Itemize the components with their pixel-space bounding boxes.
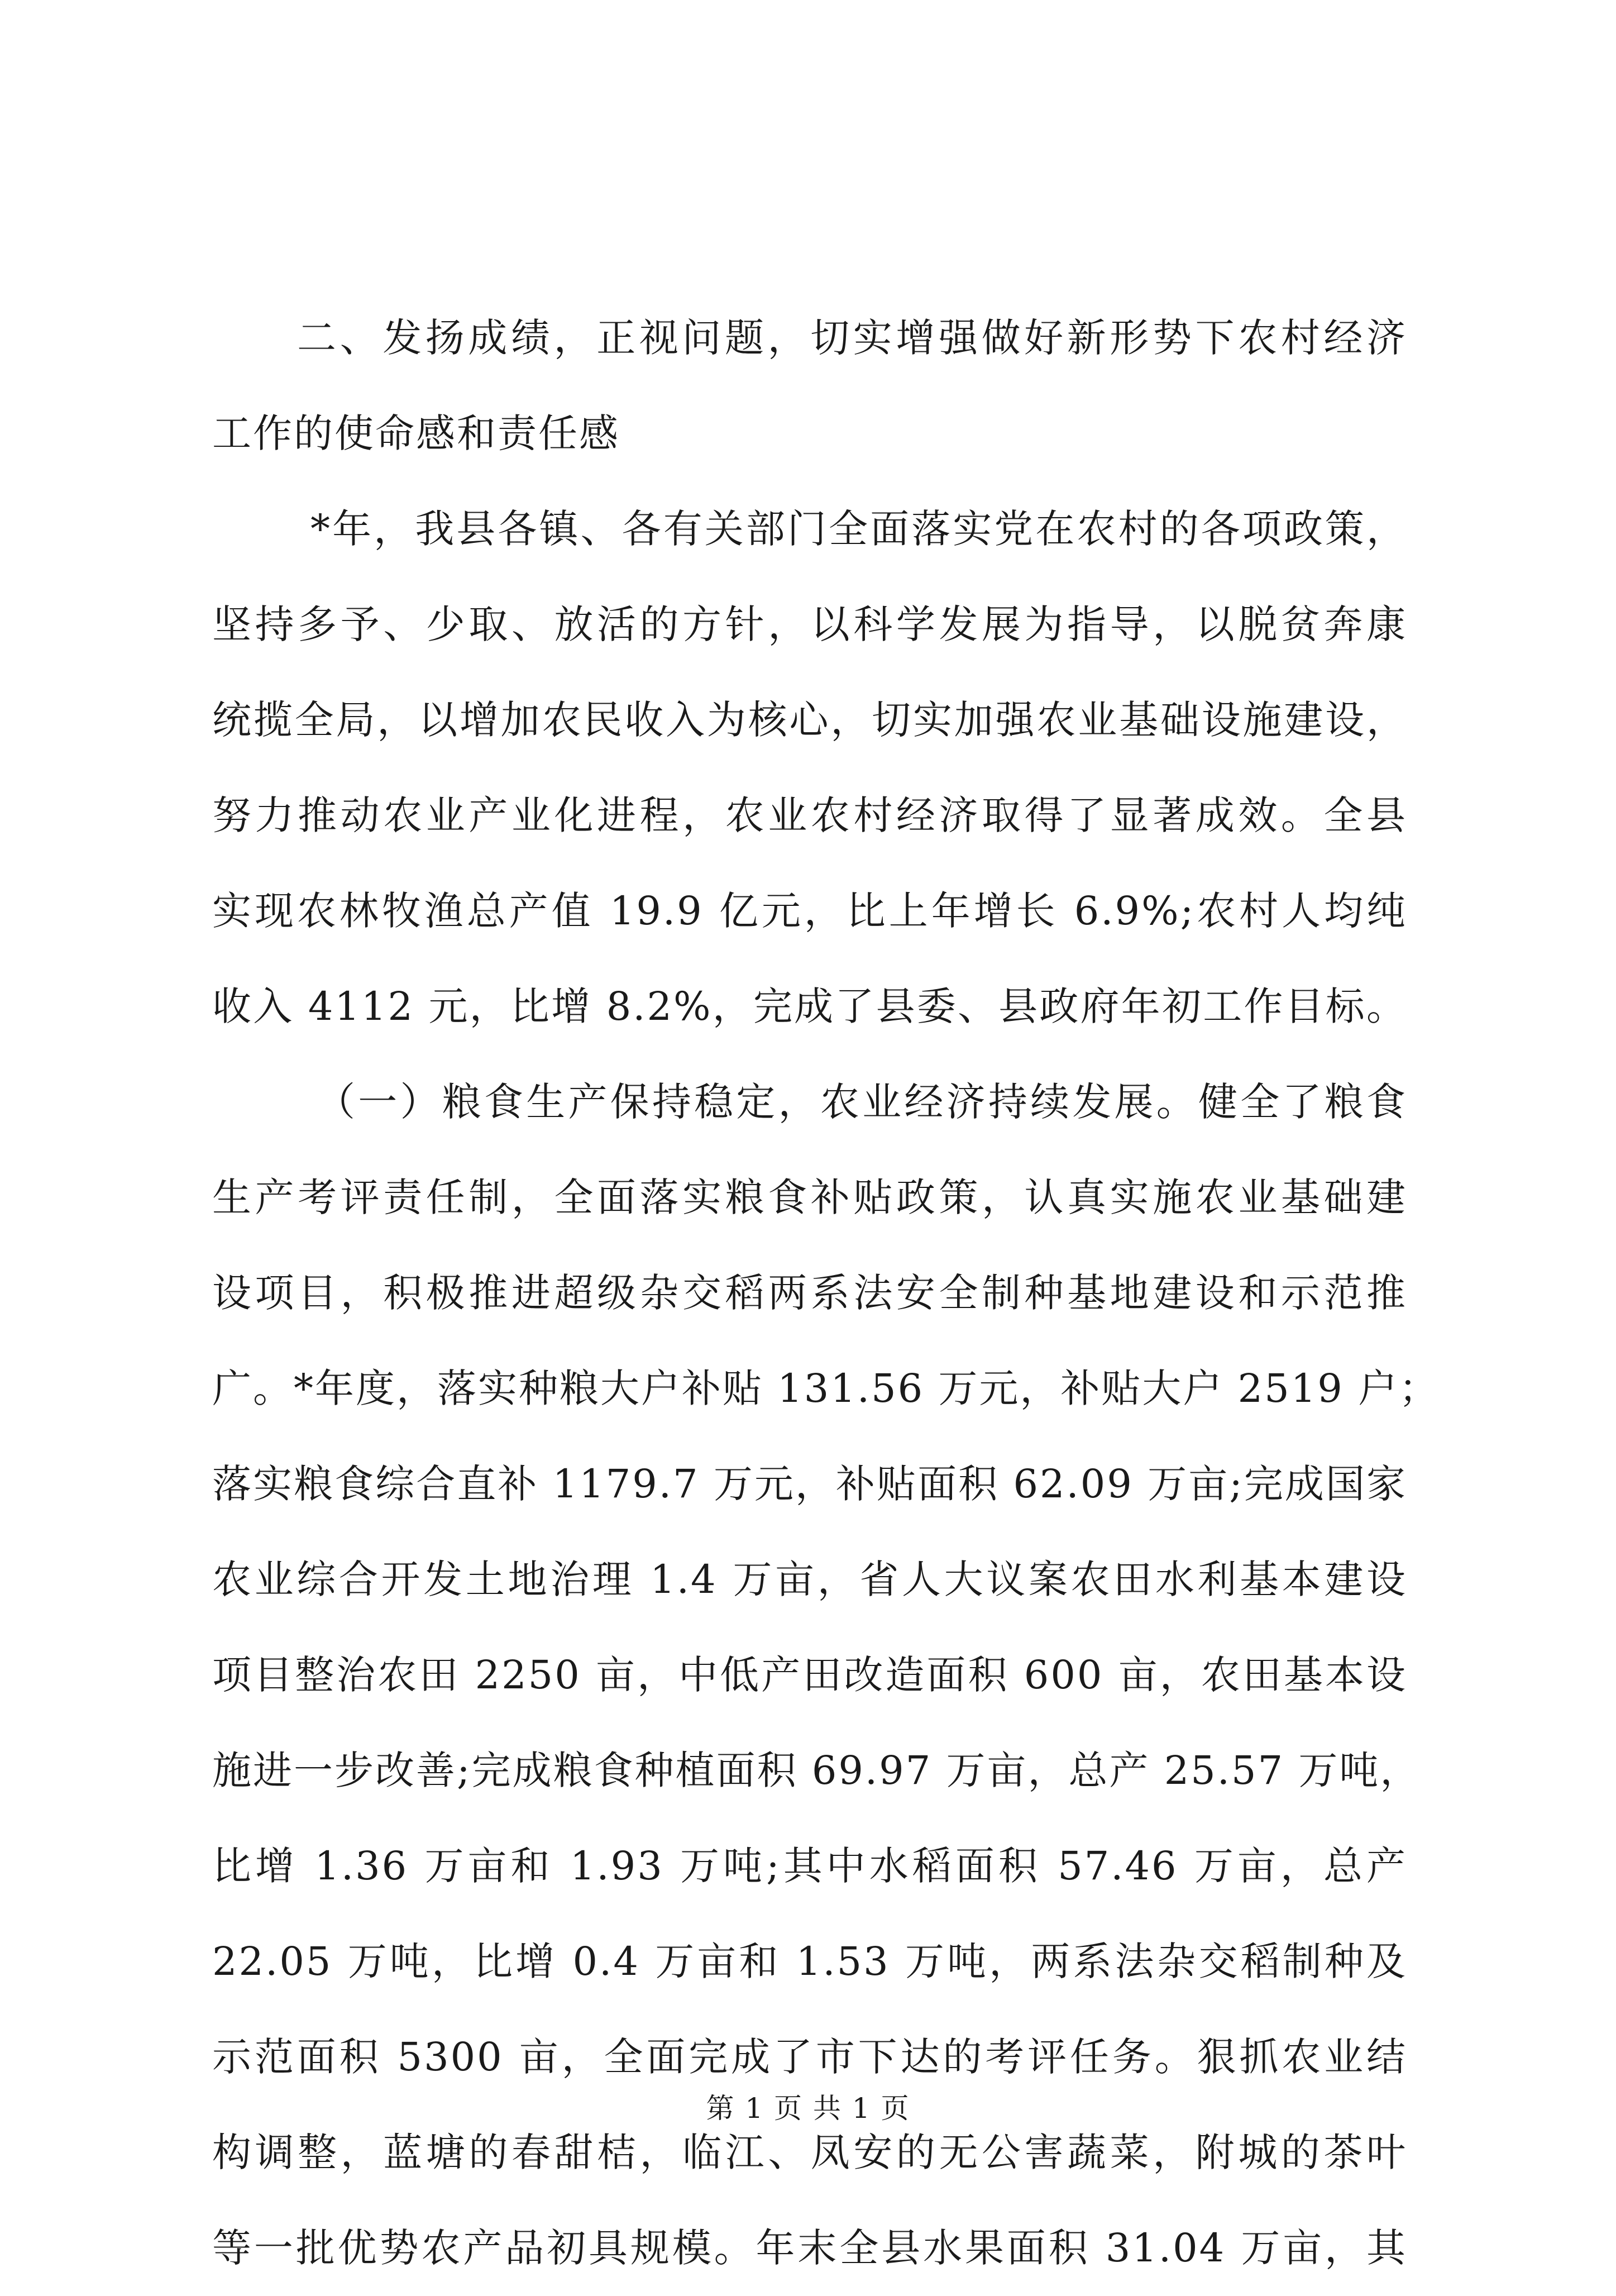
paragraph-line: *年，我县各镇、各有关部门全面落实党在农村的各项政策，	[310, 506, 1407, 552]
section-heading-line-1: 二、发扬成绩，正视问题，切实增强做好新形势下农村经济	[297, 315, 1407, 361]
paragraph-line: 项目整治农田 2250 亩，中低产田改造面积 600 亩，农田基本设	[212, 1652, 1407, 1698]
paragraph-line: 收入 4112 元，比增 8.2%，完成了县委、县政府年初工作目标。	[212, 984, 1407, 1029]
paragraph-line: 落实粮食综合直补 1179.7 万元，补贴面积 62.09 万亩;完成国家	[212, 1461, 1407, 1507]
paragraph-line: 生产考评责任制，全面落实粮食补贴政策，认真实施农业基础建	[212, 1175, 1407, 1220]
document-body	[212, 290, 1440, 2296]
section-heading-line-2: 工作的使命感和责任感	[212, 410, 620, 456]
page-number-footer: 第 1 页 共 1 页	[706, 2092, 910, 2125]
paragraph-line: 农业综合开发土地治理 1.4 万亩，省人大议案农田水利基本建设	[212, 1557, 1407, 1602]
paragraph-line: 22.05 万吨，比增 0.4 万亩和 1.53 万吨，两系法杂交稻制种及	[212, 1939, 1407, 1984]
paragraph-line: 统揽全局，以增加农民收入为核心，切实加强农业基础设施建设，	[212, 697, 1407, 743]
paragraph-line: 等一批优势农产品初具规模。年末全县水果面积 31.04 万亩，其	[212, 2225, 1407, 2271]
paragraph-line: 设项目，积极推进超级杂交稻两系法安全制种基地建设和示范推	[212, 1270, 1407, 1316]
paragraph-line: 努力推动农业产业化进程，农业农村经济取得了显著成效。全县	[212, 793, 1407, 838]
paragraph-line: 示范面积 5300 亩，全面完成了市下达的考评任务。狠抓农业结	[212, 2034, 1407, 2080]
paragraph-line: 实现农林牧渔总产值 19.9 亿元，比上年增长 6.9%;农村人均纯	[212, 888, 1407, 934]
paragraph-line: 施进一步改善;完成粮食种植面积 69.97 万亩，总产 25.57 万吨，	[212, 1748, 1421, 1793]
paragraph-line: （一）粮食生产保持稳定，农业经济持续发展。健全了粮食	[316, 1079, 1407, 1125]
paragraph-line: 坚持多予、少取、放活的方针，以科学发展为指导，以脱贫奔康	[212, 602, 1407, 647]
paragraph-line: 构调整，蓝塘的春甜桔，临江、凤安的无公害蔬菜，附城的茶叶	[212, 2130, 1407, 2175]
paragraph-line: 广。*年度，落实种粮大户补贴 131.56 万元，补贴大户 2519 户；	[212, 1366, 1440, 1411]
paragraph-line: 比增 1.36 万亩和 1.93 万吨;其中水稻面积 57.46 万亩，总产	[212, 1843, 1407, 1889]
